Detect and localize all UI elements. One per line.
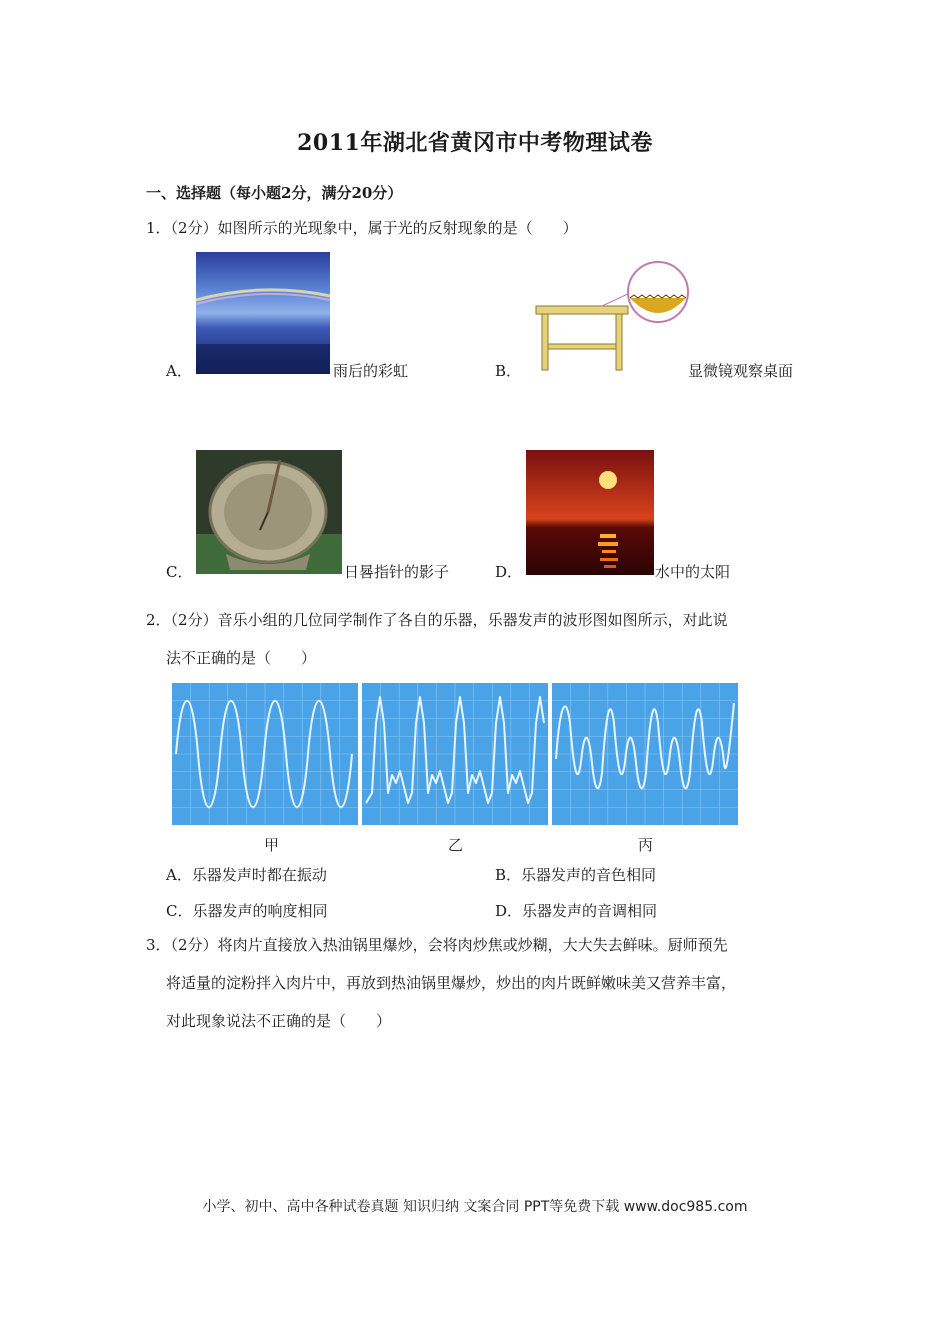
q2-option-a: A．乐器发声时都在振动 [166,866,327,884]
page-footer: 小学、初中、高中各种试卷真题 知识归纳 文案合同 PPT等免费下载 www.doc985.com [202,1199,748,1215]
q1-option-a-caption: 雨后的彩虹 [333,362,409,380]
question-2-stem-line2: 法不正确的是（ ） [166,649,317,667]
q1-option-d-caption: 水中的太阳 [655,563,731,581]
question-2-stem-line1: 2．（2分）音乐小组的几位同学制作了各自的乐器，乐器发声的波形图如图所示，对此说 [146,611,728,629]
rainbow-image [196,252,330,374]
wave-label-yi: 乙 [448,836,464,854]
q1-option-b-letter: B． [495,362,522,380]
q1-option-b-caption: 显微镜观察桌面 [688,362,794,380]
sun-reflection-image [526,450,654,575]
waveform-bing [552,683,738,829]
question-3-line2: 将适量的淀粉拌入肉片中，再放到热油锅里爆炒，炒出的肉片既鲜嫩味美又营养丰富， [166,974,737,992]
q2-option-b: B．乐器发声的音色相同 [495,866,657,884]
page-title: 2011年湖北省黄冈市中考物理试卷 [297,130,653,156]
q1-option-a-letter: A． [166,362,192,380]
question-1-stem: 1．（2分）如图所示的光现象中，属于光的反射现象的是（ ） [146,219,578,237]
waveform-jia [172,683,358,829]
wave-label-jia: 甲 [264,836,280,854]
question-3-line1: 3．（2分）将肉片直接放入热油锅里爆炒，会将肉炒焦或炒糊，大大失去鲜味。厨师预先 [146,936,728,954]
sundial-image [196,450,342,574]
waveform-yi [362,683,548,829]
question-3-line3: 对此现象说法不正确的是（ ） [166,1012,392,1030]
q1-option-c-caption: 日晷指针的影子 [344,563,450,581]
microscope-table-image [530,258,690,372]
q2-option-d: D．乐器发声的音调相同 [495,902,658,920]
section-heading: 一、选择题（每小题2分，满分20分） [146,184,403,202]
q2-option-c: C．乐器发声的响度相同 [166,902,328,920]
wave-label-bing: 丙 [638,836,654,854]
q1-option-d-letter: D． [495,563,523,581]
q1-option-c-letter: C． [166,563,193,581]
